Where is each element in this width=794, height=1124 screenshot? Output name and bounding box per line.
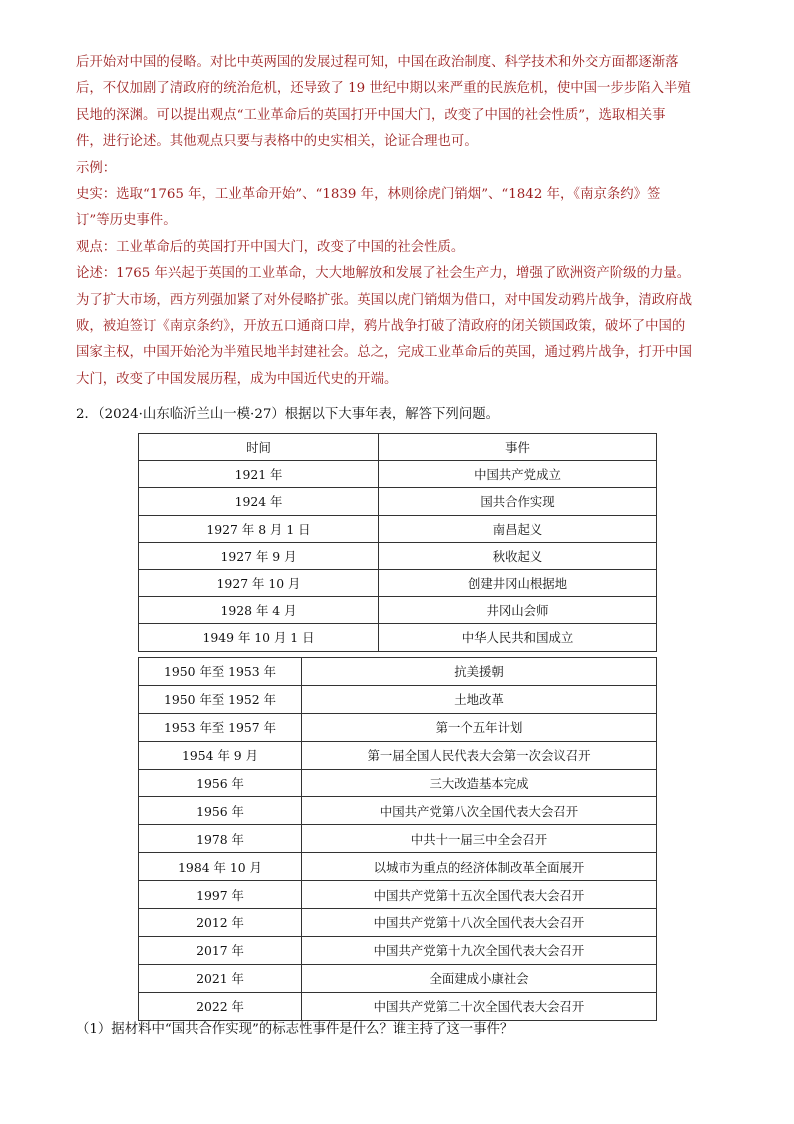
event-cell: 三大改造基本完成 bbox=[302, 769, 657, 797]
event-cell: 中国共产党第十八次全国代表大会召开 bbox=[302, 909, 657, 937]
column-header-event: 事件 bbox=[379, 434, 657, 461]
answer-line: 后，不仅加剧了清政府的统治危机，还导致了 19 世纪中期以来严重的民族危机，使中国一步步陷入半殖 bbox=[76, 81, 691, 97]
answer-line: 败，被迫签订《南京条约》，开放五口通商口岸，鸦片战争打破了清政府的闭关锁国政策，破坏了中国的 bbox=[76, 319, 686, 335]
table-row bbox=[139, 853, 657, 881]
answer-line: 论述：1765 年兴起于英国的工业革命，大大地解放和发展了社会生产力，增强了欧洲资产阶级的力量。 bbox=[76, 266, 691, 282]
answer-line: 史实：选取“1765 年，工业革命开始”、“1839 年，林则徐虎门销烟”、“1842 年，《南京条约》签 bbox=[76, 187, 661, 203]
timeline-table-1 bbox=[138, 433, 657, 652]
table-row bbox=[139, 825, 657, 853]
event-cell: 抗美援朝 bbox=[302, 658, 657, 686]
column-header-time: 时间 bbox=[139, 434, 379, 461]
event-cell: 井冈山会师 bbox=[379, 597, 657, 624]
table-row bbox=[139, 515, 657, 542]
table-row bbox=[139, 909, 657, 937]
answer-line: 后开始对中国的侵略。对比中英两国的发展过程可知，中国在政治制度、科学技术和外交方面都逐渐落 bbox=[76, 55, 679, 70]
event-cell: 国共合作实现 bbox=[379, 488, 657, 515]
date-cell: 1956 年 bbox=[139, 769, 302, 797]
event-cell: 中国共产党成立 bbox=[379, 461, 657, 488]
event-cell: 中国共产党第十九次全国代表大会召开 bbox=[302, 936, 657, 964]
answer-line: 国家主权，中国开始沦为半殖民地半封建社会。总之，完成工业革命后的英国，通过鸦片战争，打开中国 bbox=[76, 345, 692, 361]
answer-line: 大门，改变了中国发展历程，成为中国近代史的开端。 bbox=[76, 371, 398, 387]
event-cell: 中共十一届三中全会召开 bbox=[302, 825, 657, 853]
table-row bbox=[139, 713, 657, 741]
table-row bbox=[139, 624, 657, 651]
date-cell: 1921 年 bbox=[139, 461, 379, 488]
date-cell: 2022 年 bbox=[139, 992, 302, 1020]
event-cell: 第一届全国人民代表大会第一次会议召开 bbox=[302, 741, 657, 769]
date-cell: 2017 年 bbox=[139, 936, 302, 964]
table-header-row bbox=[139, 434, 657, 461]
date-cell: 1927 年 8 月 1 日 bbox=[139, 515, 379, 542]
date-cell: 1928 年 4 月 bbox=[139, 597, 379, 624]
event-cell: 第一个五年计划 bbox=[302, 713, 657, 741]
event-cell: 中国共产党第二十次全国代表大会召开 bbox=[302, 992, 657, 1020]
date-cell: 1950 年至 1952 年 bbox=[139, 685, 302, 713]
date-cell: 1978 年 bbox=[139, 825, 302, 853]
date-cell: 1984 年 10 月 bbox=[139, 853, 302, 881]
event-cell: 中国共产党第十五次全国代表大会召开 bbox=[302, 881, 657, 909]
table-row bbox=[139, 597, 657, 624]
event-cell: 创建井冈山根据地 bbox=[379, 569, 657, 596]
table-row bbox=[139, 881, 657, 909]
date-cell: 2012 年 bbox=[139, 909, 302, 937]
timeline-table-2 bbox=[138, 657, 657, 1021]
question-2-header: 2．（2024·山东临沂兰山一模·27）根据以下大事年表，解答下列问题。 bbox=[76, 407, 499, 422]
table-row bbox=[139, 488, 657, 515]
answer-section bbox=[76, 50, 726, 393]
event-cell: 土地改革 bbox=[302, 685, 657, 713]
table-row bbox=[139, 769, 657, 797]
answer-line: 示例： bbox=[76, 160, 117, 176]
event-cell: 全面建成小康社会 bbox=[302, 964, 657, 992]
table-row bbox=[139, 936, 657, 964]
answer-line: 订”等历史事件。 bbox=[76, 213, 177, 229]
table-row bbox=[139, 569, 657, 596]
event-cell: 以城市为重点的经济体制改革全面展开 bbox=[302, 853, 657, 881]
answer-line: 为了扩大市场，西方列强加紧了对外侵略扩张。英国以虎门销烟为借口，对中国发动鸦片战争，清政府战 bbox=[76, 292, 692, 308]
event-cell: 中华人民共和国成立 bbox=[379, 624, 657, 651]
date-cell: 1950 年至 1953 年 bbox=[139, 658, 302, 686]
table-row bbox=[139, 797, 657, 825]
table-row bbox=[139, 964, 657, 992]
answer-line: 观点：工业革命后的英国打开中国大门，改变了中国的社会性质。 bbox=[76, 239, 465, 255]
sub-question-1: （1）据材料中“国共合作实现”的标志性事件是什么？谁主持了这一事件？ bbox=[76, 1022, 514, 1037]
date-cell: 1956 年 bbox=[139, 797, 302, 825]
date-cell: 1953 年至 1957 年 bbox=[139, 713, 302, 741]
answer-line: 件，进行论述。其他观点只要与表格中的史实相关，论证合理也可。 bbox=[76, 134, 478, 150]
answer-line: 民地的深渊。可以提出观点“工业革命后的英国打开中国大门，改变了中国的社会性质”，选取相关事 bbox=[76, 107, 666, 123]
table-row bbox=[139, 992, 657, 1020]
table-row bbox=[139, 542, 657, 569]
table-row bbox=[139, 741, 657, 769]
event-cell: 秋收起义 bbox=[379, 542, 657, 569]
date-cell: 1954 年 9 月 bbox=[139, 741, 302, 769]
table-row bbox=[139, 658, 657, 686]
date-cell: 1927 年 10 月 bbox=[139, 569, 379, 596]
table-row bbox=[139, 685, 657, 713]
date-cell: 1949 年 10 月 1 日 bbox=[139, 624, 379, 651]
table-row bbox=[139, 461, 657, 488]
date-cell: 1997 年 bbox=[139, 881, 302, 909]
date-cell: 1927 年 9 月 bbox=[139, 542, 379, 569]
event-cell: 中国共产党第八次全国代表大会召开 bbox=[302, 797, 657, 825]
date-cell: 1924 年 bbox=[139, 488, 379, 515]
date-cell: 2021 年 bbox=[139, 964, 302, 992]
event-cell: 南昌起义 bbox=[379, 515, 657, 542]
